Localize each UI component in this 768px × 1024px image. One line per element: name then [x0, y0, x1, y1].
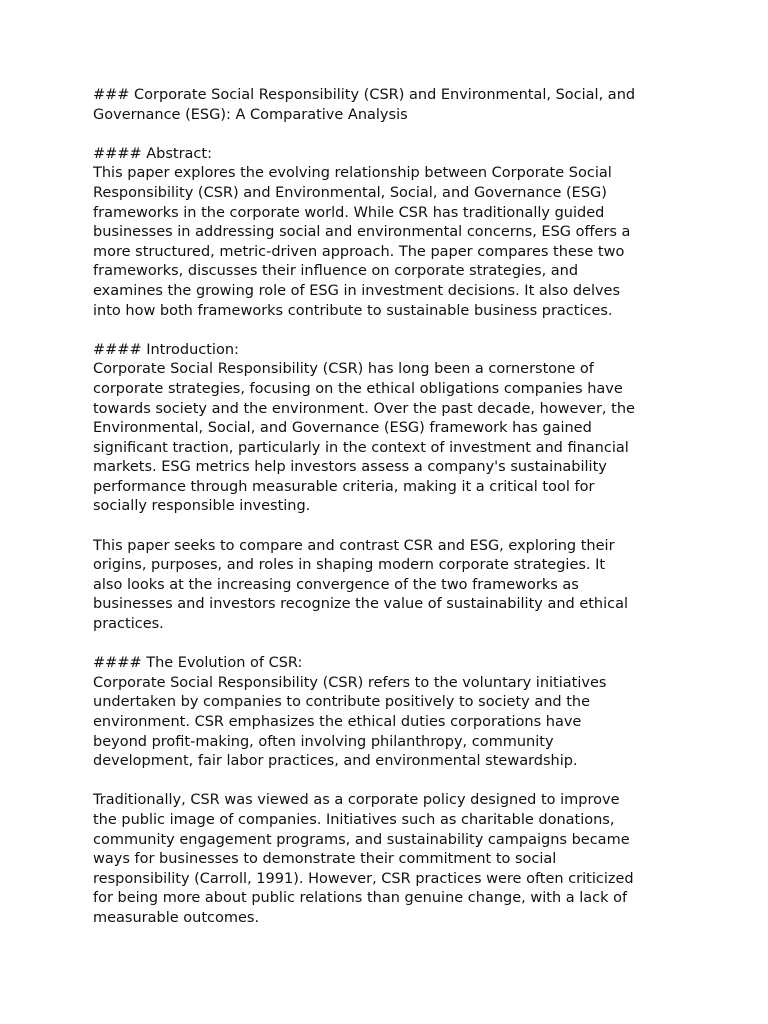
abstract-text-line: frameworks in the corporate world. While CSR has traditionally guided [93, 204, 605, 221]
evolution-heading: #### The Evolution of CSR: [93, 655, 303, 672]
abstract-heading: #### Abstract: [93, 145, 212, 162]
paragraph-line: performance through measurable criteria, making it a critical tool for [93, 478, 595, 495]
paragraph-line: Corporate Social Responsibility (CSR) has long been a cornerstone of [93, 361, 594, 378]
title-line: Governance (ESG): A Comparative Analysis [93, 106, 408, 123]
paragraph-line: Traditionally, CSR was viewed as a corporate policy designed to improve [93, 792, 620, 809]
document-title [93, 86, 683, 125]
abstract-text-line: This paper explores the evolving relationship between Corporate Social [93, 165, 612, 182]
paragraph-line: This paper seeks to compare and contrast CSR and ESG, exploring their [93, 537, 615, 554]
title-line: ### Corporate Social Responsibility (CSR) and Environmental, Social, and [93, 87, 636, 103]
paragraph-line: for being more about public relations than genuine change, with a lack of [93, 890, 628, 907]
paragraph-line: markets. ESG metrics help investors assess a company's sustainability [93, 459, 607, 476]
paragraph-line: development, fair labor practices, and environmental stewardship. [93, 753, 578, 770]
abstract-section [93, 145, 683, 321]
paragraph-line: businesses and investors recognize the value of sustainability and ethical [93, 596, 629, 613]
paragraph-line: ways for businesses to demonstrate their commitment to social [93, 851, 557, 868]
paragraph-line: towards society and the environment. Over the past decade, however, the [93, 400, 635, 417]
paragraph-line: origins, purposes, and roles in shaping modern corporate strategies. It [93, 557, 606, 574]
introduction-section [93, 341, 683, 635]
blank-line [93, 125, 683, 145]
blank-line [93, 772, 683, 792]
paragraph-line: practices. [93, 616, 164, 633]
introduction-paragraph [93, 537, 683, 635]
abstract-text-line: businesses in addressing social and environmental concerns, ESG offers a [93, 224, 631, 241]
abstract-text-line: into how both frameworks contribute to sustainable business practices. [93, 302, 613, 319]
evolution-paragraph [93, 791, 683, 928]
paragraph-line: measurable outcomes. [93, 909, 260, 926]
paragraph-line: significant traction, particularly in the context of investment and financial [93, 439, 629, 456]
evolution-paragraph [93, 674, 683, 772]
document-page [93, 86, 683, 929]
paragraph-line: the public image of companies. Initiatives such as charitable donations, [93, 811, 615, 828]
paragraph-line: beyond profit-making, often involving philanthropy, community [93, 733, 554, 750]
abstract-text-line: frameworks, discusses their influence on corporate strategies, and [93, 263, 579, 280]
evolution-section [93, 654, 683, 928]
introduction-heading: #### Introduction: [93, 341, 239, 358]
paragraph-line: undertaken by companies to contribute positively to society and the [93, 694, 591, 711]
introduction-paragraph [93, 360, 683, 517]
paragraph-line: Corporate Social Responsibility (CSR) refers to the voluntary initiatives [93, 674, 607, 691]
abstract-text-line: examines the growing role of ESG in investment decisions. It also delves [93, 282, 621, 299]
abstract-text-line: more structured, metric-driven approach. The paper compares these two [93, 243, 625, 260]
abstract-text-line: Responsibility (CSR) and Environmental, Social, and Governance (ESG) [93, 184, 607, 201]
paragraph-line: also looks at the increasing convergence of the two frameworks as [93, 576, 579, 593]
blank-line [93, 321, 683, 341]
paragraph-line: responsibility (Carroll, 1991). However, CSR practices were often criticized [93, 870, 634, 887]
paragraph-line: community engagement programs, and sustainability campaigns became [93, 831, 630, 848]
paragraph-line: Environmental, Social, and Governance (ESG) framework has gained [93, 420, 592, 437]
paragraph-line: corporate strategies, focusing on the ethical obligations companies have [93, 380, 623, 397]
blank-line [93, 517, 683, 537]
paragraph-line: socially responsible investing. [93, 498, 311, 515]
paragraph-line: environment. CSR emphasizes the ethical duties corporations have [93, 714, 582, 730]
blank-line [93, 635, 683, 655]
